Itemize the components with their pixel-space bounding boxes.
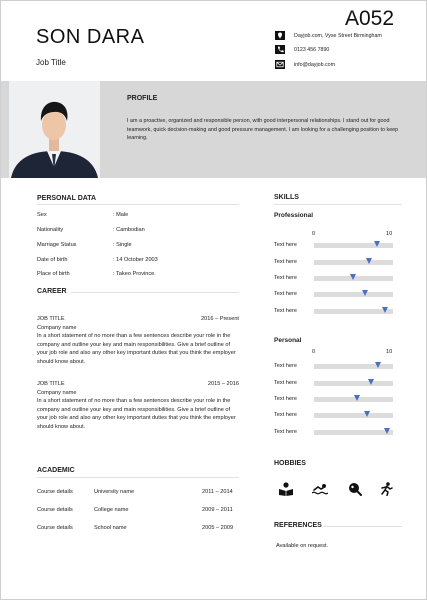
personal-label: Nationality	[37, 227, 64, 233]
career-description: In a short statement of no more than a few sentences describe your role in the company and outline your key and main responsibilities. Give a brief outline of your job role and also any other key important duties that you think the employer should know about.	[37, 333, 236, 365]
skill-label: Text here	[274, 363, 298, 369]
personal-label: Sex	[37, 212, 47, 218]
skill-bar	[314, 276, 393, 281]
profile-text: I am a proactive, organized and responsible person, with good interpersonal relationships. I stand out for good teamwork, quick decision-making and good pressure management. I am looking for a challenging position to keep learning.	[127, 118, 399, 141]
skill-level-marker	[366, 258, 372, 264]
skill-level-marker	[368, 379, 374, 385]
career-dates: 2016 – Present	[201, 316, 239, 322]
skill-level-marker	[382, 307, 388, 313]
template-code: A052	[345, 7, 395, 30]
career-description: In a short statement of no more than a few sentences describe your role in the company and outline your key and main responsibilities. Give a brief outline of your job role and also any other key important duties that you think the employer should know about.	[37, 398, 236, 430]
academic-dates: 2009 – 2011	[202, 507, 233, 513]
skill-label: Text here	[274, 429, 298, 435]
contact-phone	[275, 45, 329, 54]
skill-bar	[314, 364, 393, 369]
skill-bar	[314, 381, 393, 386]
career-entry	[37, 380, 239, 432]
career-dates: 2015 – 2016	[207, 381, 239, 387]
phone-icon	[275, 45, 285, 54]
divider	[71, 292, 239, 293]
skills-group-title: Personal	[274, 337, 302, 344]
academic-institution: University name	[94, 489, 135, 495]
contact-email	[275, 60, 335, 69]
profile-photo	[9, 81, 100, 178]
skill-bar	[314, 413, 393, 418]
personal-value: : Male	[113, 212, 129, 218]
career-company: Company name	[37, 389, 77, 396]
contact-address-text: Dayjob.com, Vyse Street Birmingham	[294, 32, 382, 39]
personal-value: : Cambodian	[113, 227, 145, 233]
personal-value: : Takeo Province.	[113, 271, 156, 277]
scale-max: 10	[386, 349, 393, 355]
scale-min: 0	[312, 349, 316, 355]
skills-group-title: Professional	[274, 212, 314, 219]
skill-bar	[314, 260, 393, 265]
academic-institution: School name	[94, 525, 127, 531]
divider	[323, 526, 402, 527]
career-heading: CAREER	[37, 288, 67, 295]
personal-data-heading: PERSONAL DATA	[37, 195, 97, 202]
candidate-name: SON DARA	[36, 26, 145, 48]
personal-value: : 14 October 2003	[113, 257, 158, 263]
personal-value: : Single	[113, 242, 132, 248]
academic-institution: College name	[94, 507, 129, 513]
personal-label: Place of birth	[37, 271, 70, 277]
skill-bar	[314, 243, 393, 248]
skill-level-marker	[374, 241, 380, 247]
references-heading: REFERENCES	[274, 522, 322, 529]
skill-label: Text here	[274, 380, 298, 386]
running-icon	[378, 482, 394, 496]
skill-level-marker	[384, 428, 390, 434]
skill-bar	[314, 430, 393, 435]
skill-level-marker	[354, 395, 360, 401]
profile-heading: PROFILE	[127, 95, 158, 102]
skill-label: Text here	[274, 396, 298, 402]
skill-level-marker	[350, 274, 356, 280]
skill-label: Text here	[274, 242, 298, 248]
skill-label: Text here	[274, 308, 298, 314]
skill-label: Text here	[274, 291, 298, 297]
singing-icon	[347, 482, 363, 496]
contact-phone-text: 0123 456 7890	[294, 46, 330, 53]
career-job-title: JOB TITLE	[37, 381, 65, 387]
contact-address	[275, 31, 382, 40]
email-icon	[275, 60, 285, 69]
skill-label: Text here	[274, 275, 298, 281]
academic-course: Course details	[37, 489, 73, 495]
divider	[37, 204, 239, 205]
scale-min: 0	[312, 231, 316, 237]
skill-label: Text here	[274, 412, 298, 418]
skills-heading: SKILLS	[274, 194, 299, 201]
map-pin-icon	[275, 31, 285, 40]
career-entry	[37, 315, 239, 367]
career-job-title: JOB TITLE	[37, 316, 65, 322]
skill-bar	[314, 309, 393, 314]
skill-level-marker	[364, 411, 370, 417]
academic-course: Course details	[37, 525, 73, 531]
academic-dates: 2011 – 2014	[202, 489, 233, 495]
skill-label: Text here	[274, 259, 298, 265]
job-title: Job Title	[36, 58, 66, 67]
personal-label: Date of birth	[37, 257, 68, 263]
skill-bar	[314, 397, 393, 402]
contact-email-text: info@dayjob.com	[294, 61, 336, 68]
academic-dates: 2005 – 2009	[202, 525, 234, 531]
academic-course: Course details	[37, 507, 73, 513]
skill-bar	[314, 292, 393, 297]
personal-label: Marriage Status	[37, 242, 77, 248]
divider	[274, 204, 402, 205]
divider	[37, 477, 239, 478]
skill-level-marker	[362, 290, 368, 296]
career-company: Company name	[37, 324, 77, 331]
academic-heading: ACADEMIC	[37, 467, 75, 474]
references-text: Available on request.	[276, 543, 329, 549]
swimming-icon	[312, 482, 328, 496]
scale-max: 10	[386, 231, 393, 237]
hobbies-heading: HOBBIES	[274, 460, 306, 467]
reading-icon	[278, 482, 294, 496]
skill-level-marker	[375, 362, 381, 368]
